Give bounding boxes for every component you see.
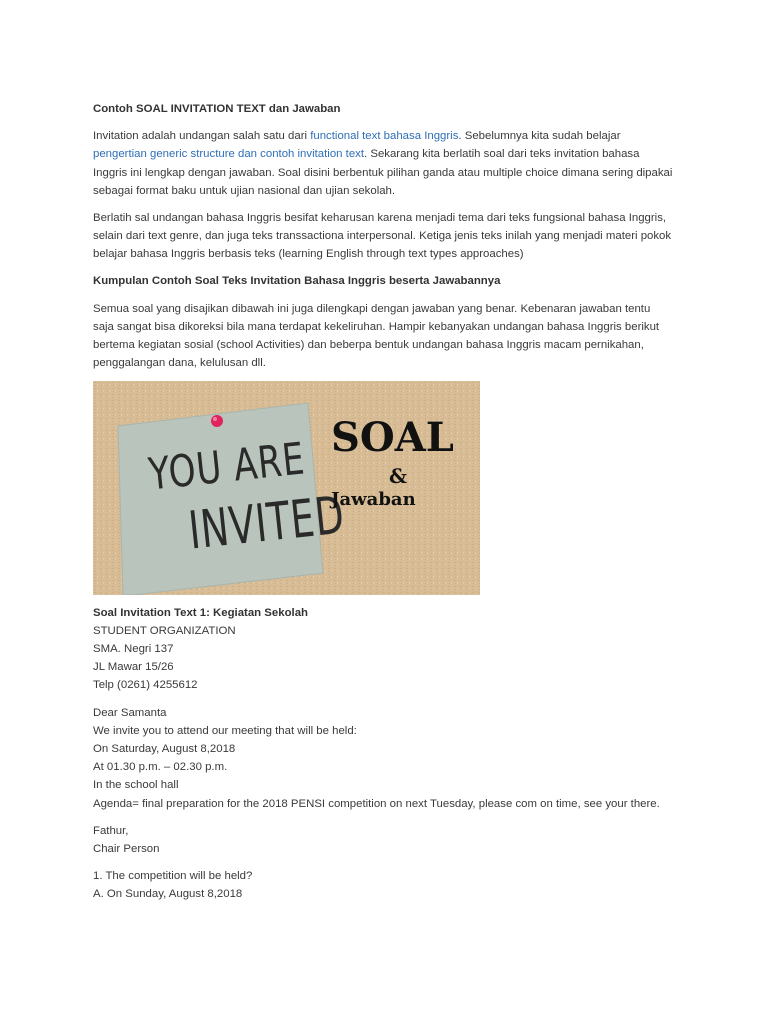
answers-paragraph: Semua soal yang disajikan dibawah ini juga dilengkapi dengan jawaban yang benar. Kebenaran jawaban tentu saja sangat bisa dikoreksi bila mana terdapat kekeliruhan. Hampir kebanyakan undangan bahasa Inggris berikut bertema kegiatan sosial (school Activities) dan beberpa bentuk undangan bahasa Inggris macam pernikahan, penggalangan dana, kelulusan dll. <box>93 302 660 370</box>
question-line: 1. The competition will be held? <box>93 870 253 883</box>
intro-text-1: Invitation adalah undangan salah satu dari <box>93 130 311 143</box>
document-page <box>93 100 673 904</box>
header-line: STUDENT ORGANIZATION <box>93 624 236 637</box>
intro-text-3: . Sekarang kita berlatih soal dari teks invitation bahasa Inggris ini lengkap dengan jawaban. Soal disini berbentuk pilihan ganda atau multiple choice dimana sering dipakai sebagai format baku untuk ujian nasional dan ujian sekolah. <box>93 148 673 197</box>
page-title: Contoh SOAL INVITATION TEXT dan Jawaban <box>93 103 341 115</box>
invitation-header <box>93 622 673 695</box>
body-line: Agenda= final preparation for the 2018 PENSI competition on next Tuesday, please com on time, see your there. <box>93 797 660 810</box>
body-line: On Saturday, August 8,2018 <box>93 743 236 756</box>
functional-text-link[interactable]: functional text bahasa Inggris <box>310 130 459 143</box>
question-block <box>93 867 673 903</box>
soal1-heading: Soal Invitation Text 1: Kegiatan Sekolah <box>93 606 308 619</box>
invitation-signature <box>93 822 673 858</box>
note-line-1: YOU ARE <box>146 432 308 501</box>
body-line: In the school hall <box>93 779 179 792</box>
soal-text: SOAL <box>331 413 454 461</box>
body-line: At 01.30 p.m. – 02.30 p.m. <box>93 761 228 774</box>
body-line: We invite you to attend our meeting that will be held: <box>93 724 357 737</box>
practice-paragraph: Berlatih sal undangan bahasa Inggris besifat keharusan karena menjadi tema dari teks fungsional bahasa Inggris, selain dari text genre, dan juga teks transsactiona interpersonal. Ketiga jenis teks inilah yang menjadi materi pokok belajar bahasa Inggris berbasis teks (learning English through text types approaches) <box>93 212 672 261</box>
generic-structure-link[interactable]: pengertian generic structure dan contoh invitation text <box>93 148 365 161</box>
intro-text-2: . Sebelumnya kita sudah belajar <box>458 130 621 143</box>
ampersand-text: & <box>389 463 408 488</box>
signature-line: Fathur, <box>93 824 129 837</box>
header-line: SMA. Negri 137 <box>93 643 174 656</box>
intro-paragraph <box>93 127 673 200</box>
note-line-2: INVITED <box>185 484 348 561</box>
jawaban-text: Jawaban <box>331 488 416 510</box>
signature-line: Chair Person <box>93 843 160 856</box>
pin-icon <box>211 415 223 427</box>
invitation-body <box>93 704 673 813</box>
answer-option: A. On Sunday, August 8,2018 <box>93 888 243 901</box>
header-line: Telp (0261) 4255612 <box>93 679 198 692</box>
section-subheading: Kumpulan Contoh Soal Teks Invitation Bahasa Inggris beserta Jawabannya <box>93 274 501 287</box>
invited-image-graphic <box>93 381 480 595</box>
body-line: Dear Samanta <box>93 706 167 719</box>
header-line: JL Mawar 15/26 <box>93 661 174 674</box>
invited-image <box>93 381 480 595</box>
